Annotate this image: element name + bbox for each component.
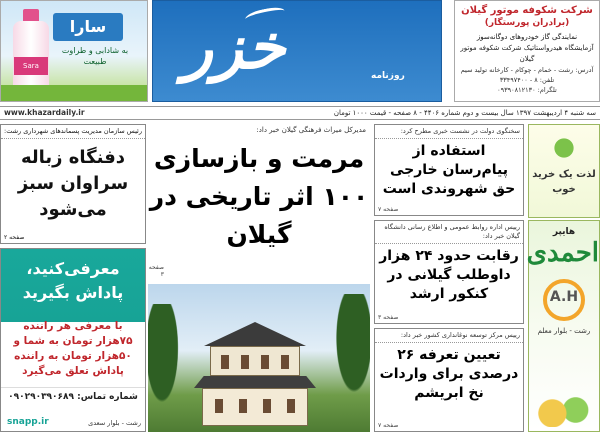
news-item[interactable]: [0, 124, 146, 244]
bottle-label: Sara: [14, 57, 48, 75]
auto-company-owners: (برادران پورستگار): [484, 18, 570, 28]
sara-brand: سارا: [53, 13, 123, 41]
window-graphic: [239, 399, 247, 413]
masthead-daily-label: روزنامه: [371, 71, 405, 81]
page-reference: صفحه ۲: [4, 234, 25, 241]
tree-graphic: [332, 294, 370, 404]
issue-info: سه شنبه ۴ اردیبهشت ۱۳۹۷ سال بیست و دوم شماره ۴۴۰۶ - ۸ صفحه - قیمت ۱۰۰۰ تومان: [333, 109, 596, 117]
lead-kicker: مدیرکل میراث فرهنگی گیلان خبر داد:: [256, 126, 366, 134]
snapp-footer: رشت - بلوار سعدی: [88, 419, 141, 427]
window-graphic: [215, 399, 223, 413]
news-kicker: رئیس سازمان مدیریت پسماندهای شهرداری رشت:: [1, 125, 145, 139]
lower-roof-graphic: [194, 376, 316, 388]
window-graphic: [281, 355, 289, 369]
auto-mobile: تلگرام: ۰۹۳۹۰۸۱۲۱۳۰: [497, 86, 557, 94]
lazzat-advertisement[interactable]: [528, 124, 600, 218]
snapp-logo: snapp.ir: [7, 417, 49, 427]
window-graphic: [221, 355, 229, 369]
right-ads-column: [528, 124, 600, 432]
news-headline[interactable]: دفنگاه زباله سراوان سبز می‌شود: [17, 147, 129, 220]
news-kicker: رییس اداره روابط عمومی و اطلاع رسانی دانشگاه گیلان خبر داد:: [375, 221, 523, 244]
roof-graphic: [204, 322, 306, 346]
snapp-body: با معرفی هر راننده ۷۵هزار تومان به شما و ۵۰هزار تومان به راننده پاداش تعلق می‌گیرد: [13, 320, 133, 377]
hyper-address: رشت - بلوار معلم: [537, 327, 591, 335]
page-reference: صفحه ۳: [378, 314, 399, 321]
news-item[interactable]: [374, 328, 524, 432]
auto-service: نمایندگی گاز خودروهای دوگانه‌سوز: [476, 33, 578, 41]
lazzat-text: لذت یک خرید خوب: [532, 169, 596, 195]
auto-phone: تلفن: ۸ - ۳۳۴۹۷۴۰۰: [499, 76, 555, 84]
news-kicker: سخنگوی دولت در نشست خبری مطرح کرد:: [375, 125, 523, 139]
auto-training: آزمایشگاه هیدرواستاتیک شرکت شکوفه موتور گیلان: [460, 44, 594, 63]
page-reference: صفحه ۷: [378, 206, 399, 213]
snapp-headline: معرفی‌کنید، پاداش بگیرید: [22, 259, 124, 302]
snapp-phone: شماره تماس: ۰۹۰۲۹۰۳۹۰۶۸۹: [1, 387, 145, 402]
window-graphic: [241, 355, 249, 369]
hyper-name: احمدی: [526, 238, 599, 268]
left-column: [0, 124, 146, 432]
news-headline[interactable]: رقابت حدود ۲۴ هزار داوطلب گیلانی در کنکور ارشد: [379, 248, 519, 302]
tree-graphic: [148, 304, 182, 414]
page-reference: صفحه ۷: [378, 422, 399, 429]
news-item[interactable]: [374, 220, 524, 324]
lead-story[interactable]: [148, 124, 370, 432]
window-graphic: [287, 399, 295, 413]
auto-address: آدرس: رشت - خمام - چوکام - کارخانه تولید سیم: [460, 66, 594, 74]
window-graphic: [263, 399, 271, 413]
masthead-logo: خزر: [183, 10, 286, 83]
right-news-column: [374, 124, 524, 432]
fruit-graphic: [535, 393, 593, 427]
auto-company-name: شرکت شکوفه موتور گیلان: [461, 5, 593, 16]
auto-company-advertisement[interactable]: [454, 0, 600, 102]
top-strip: [0, 0, 600, 104]
snapp-advertisement[interactable]: [0, 248, 146, 432]
website-link[interactable]: www.khazardaily.ir: [4, 108, 85, 117]
news-kicker: رییس مرکز توسعه نوغانداری کشور خبر داد:: [375, 329, 523, 343]
lower-floor-graphic: [202, 388, 308, 426]
building-graphic: [190, 322, 320, 426]
news-headline[interactable]: استفاده از پیام‌رسان خارجی حق شهروندی است: [382, 143, 516, 197]
upper-floor-graphic: [210, 346, 300, 376]
window-graphic: [261, 355, 269, 369]
hyper-logo-text: A.H: [549, 289, 579, 305]
news-item[interactable]: [374, 124, 524, 216]
hyper-ahmadi-advertisement[interactable]: [528, 220, 600, 432]
sara-slogan: به شادابی و طراوت طبیعت: [61, 46, 129, 66]
page-reference: صفحه ۳: [148, 264, 164, 278]
date-bar: [0, 106, 600, 120]
historic-building-photo[interactable]: [148, 284, 370, 432]
grass-graphic: [1, 85, 148, 101]
flower-icon: [546, 133, 582, 163]
hyper-logo-icon: [543, 279, 585, 321]
news-headline[interactable]: تعیین تعرفه ۲۶ درصدی برای واردات نخ ابریشم: [379, 347, 519, 401]
sara-advertisement[interactable]: [0, 0, 148, 102]
lead-headline[interactable]: مرمت و بازسازی ۱۰۰ اثر تاریخی در گیلان: [149, 144, 369, 249]
hyper-label: هایپر: [552, 227, 576, 237]
newspaper-masthead[interactable]: [152, 0, 442, 102]
